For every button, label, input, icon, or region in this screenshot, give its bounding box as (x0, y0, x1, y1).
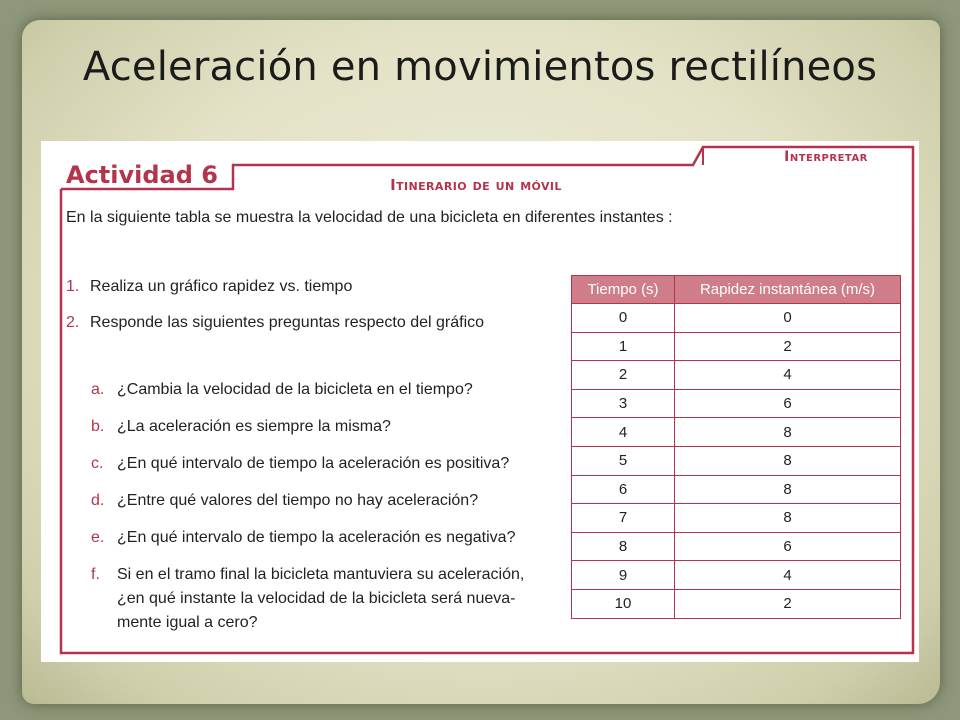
table-row (572, 332, 901, 361)
table-row (572, 361, 901, 390)
task-marker: 2. (66, 314, 80, 331)
activity-card (41, 141, 919, 662)
intro-text: En la siguiente tabla se muestra la velocidad de una bicicleta en diferentes instantes : (66, 209, 673, 226)
table-row (572, 446, 901, 475)
question-text: ¿En qué intervalo de tiempo la aceleración es negativa? (117, 529, 516, 546)
activity-title: Actividad 6 (66, 161, 218, 189)
speed-cell: 8 (675, 446, 901, 475)
speed-cell: 2 (675, 589, 901, 618)
speed-cell: 2 (675, 332, 901, 361)
time-cell: 6 (572, 475, 675, 504)
question-item (91, 415, 391, 439)
time-cell: 8 (572, 532, 675, 561)
time-cell: 1 (572, 332, 675, 361)
time-cell: 3 (572, 389, 675, 418)
column-header-speed: Rapidez instantánea (m/s) (675, 276, 901, 304)
task-text: Realiza un gráfico rapidez vs. tiempo (90, 278, 353, 295)
speed-cell: 0 (675, 304, 901, 333)
question-marker: f. (91, 566, 100, 583)
question-marker: a. (91, 381, 105, 398)
question-line: mente igual a cero? (117, 614, 258, 631)
question-marker: d. (91, 492, 105, 509)
time-cell: 7 (572, 504, 675, 533)
speed-cell: 8 (675, 504, 901, 533)
question-item (91, 452, 509, 476)
question-line: Si en el tramo final la bicicleta mantuviera su aceleración, (117, 566, 525, 583)
time-cell: 5 (572, 446, 675, 475)
question-item (91, 378, 473, 402)
question-text: ¿En qué intervalo de tiempo la aceleración es positiva? (117, 455, 510, 472)
question-marker: e. (91, 529, 105, 546)
table-row (572, 504, 901, 533)
question-marker: b. (91, 418, 105, 435)
question-item (91, 489, 478, 513)
task-item (66, 275, 352, 299)
time-cell: 4 (572, 418, 675, 447)
question-text: ¿Cambia la velocidad de la bicicleta en el tiempo? (117, 381, 473, 398)
task-text: Responde las siguientes preguntas respecto del gráfico (90, 314, 485, 331)
table-row (572, 532, 901, 561)
velocity-table-wrapper (571, 275, 901, 619)
speed-cell: 6 (675, 532, 901, 561)
time-cell: 9 (572, 561, 675, 590)
velocity-table (571, 275, 901, 619)
speed-cell: 4 (675, 561, 901, 590)
table-row (572, 304, 901, 333)
question-marker: c. (91, 455, 104, 472)
time-cell: 0 (572, 304, 675, 333)
speed-cell: 6 (675, 389, 901, 418)
question-text: ¿Entre qué valores del tiempo no hay aceleración? (117, 492, 479, 509)
table-row (572, 418, 901, 447)
question-line: ¿en qué instante la velocidad de la bicicleta será nueva- (117, 590, 516, 607)
time-cell: 10 (572, 589, 675, 618)
table-header-row (572, 276, 901, 304)
question-text: ¿La aceleración es siempre la misma? (117, 418, 391, 435)
task-marker: 1. (66, 278, 80, 295)
interpret-tab-label: Interpretar (784, 149, 868, 165)
table-row (572, 589, 901, 618)
question-text (117, 563, 524, 635)
slide-title: Aceleración en movimientos rectilíneos (82, 44, 878, 90)
column-header-time: Tiempo (s) (572, 276, 675, 304)
time-cell: 2 (572, 361, 675, 390)
table-row (572, 475, 901, 504)
activity-subtitle: Itinerario de un móvil (390, 176, 562, 194)
table-row (572, 389, 901, 418)
question-item (91, 526, 515, 550)
table-row (572, 561, 901, 590)
task-item (66, 311, 484, 335)
speed-cell: 4 (675, 361, 901, 390)
question-item (91, 563, 524, 635)
speed-cell: 8 (675, 475, 901, 504)
speed-cell: 8 (675, 418, 901, 447)
